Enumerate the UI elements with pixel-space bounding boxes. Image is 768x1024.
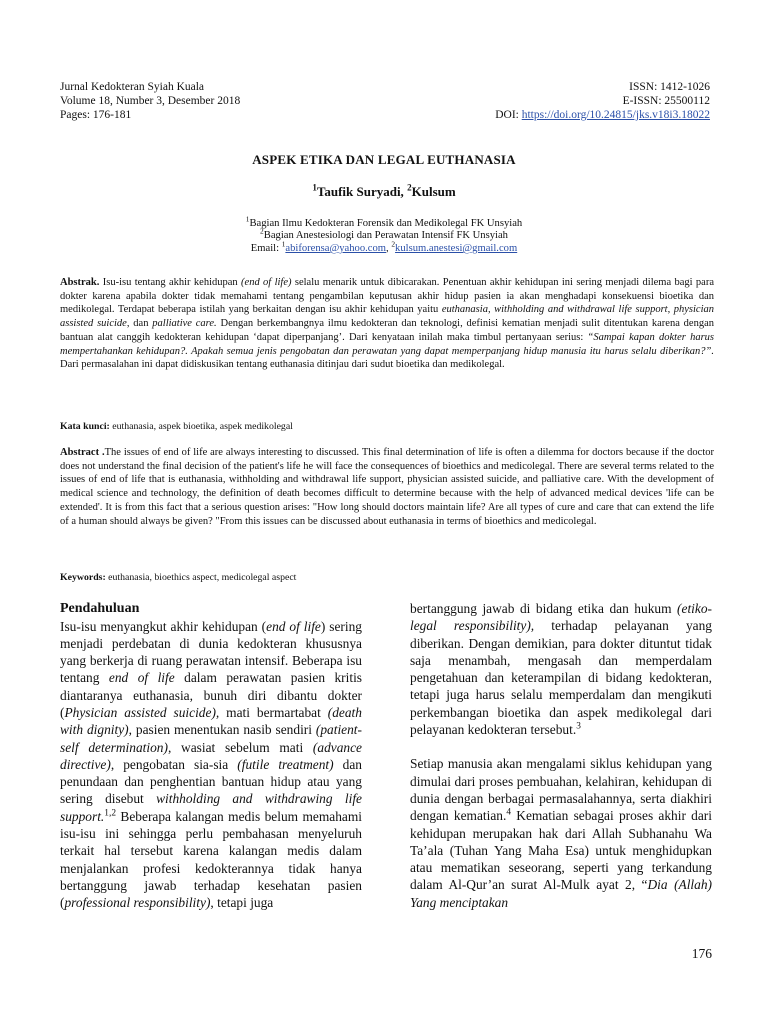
journal-volume: Volume 18, Number 3, Desember 2018 xyxy=(60,95,241,107)
page-number: 176 xyxy=(691,946,712,961)
abstract-english: Abstract .The issues of end of life are always interesting to discussed. This final determination of life is often a dilemma for doctors because if the doctor does not understand the final decision of the patient's life he will face the consequences of bioethics and medicolegal. There are several terms related to the issues of end of life that is euthanasia, withholding and withdrawal life support, physician assisted suicide, and palliative care. With the development of medical science and technology, the definition of death becomes difficult to determine because with the help of advanced medical devices 'life can be extended'. It is from this fact that a serious question arises: "How long should doctors maintain life? Are all types of cure and care that can extend the life of a human should always be given? "From this issues can be discussed about euthanasia in terms of bioethics and medicolegal. xyxy=(60,447,714,527)
paragraph-gap xyxy=(410,738,712,755)
citation-1-2: 1,2 xyxy=(104,808,116,819)
abstract-indonesian: Abstrak. Isu-isu tentang akhir kehidupan (end of life) selalu menarik untuk dibicarakan. Penentuan akhir kehidupan ini sering menjadi dilema bagi para dokter karena apabila dokter tidak memahami tentang pengambilan keputusan akhir hidup pasien ia akan menghadapi konsekuensi bioetika dan medikolegal. Terdapat beberapa istilah yang berkaitan dengan isu akhir kehidupan yaitu euthanasia, withholding and withdrawal life support, physician assisted suicide, dan palliative care. Dengan berkembangnya ilmu kedokteran dan teknologi, definisi kematian menjadi sulit ditentukan karena dengan bantuan alat canggih kedokteran kehidupan ‘dapat diperpanjang’. Dari kenyataan inilah maka timbul pertanyaan serius: “Sampai kapan dokter harus mempertahankan kehidupan?. Apakah semua jenis pengobatan dan perawatan yang dapat memperpanjang hidup manusia itu harus selalu diberikan?”. Dari permasalahan ini dapat didiskusikan tentang euthanasia ditinjau dari sudut bioetika dan medikolegal. xyxy=(60,277,715,371)
body-column-right xyxy=(410,600,712,911)
keywords-en-label: Keywords: xyxy=(60,572,106,583)
abstract-label: Abstrak. xyxy=(60,277,100,288)
eissn: E-ISSN: 25500112 xyxy=(622,95,710,107)
abstract-en-label: Abstract . xyxy=(60,447,105,458)
right-paragraph-2: Setiap manusia akan mengalami siklus kehidupan yang dimulai dari proses pembuahan, kelahiran, kehidupan di dunia dengan berbagai permasalahannya, serta diakhiri dengan kematian.$^4$ Kematian sebagai proses akhir dari kehidupan merupakan hak dari Allah Subhanahu Wa Ta’ala (Tuhan Yang Maha Esa) untuk menghidupkan atau mematikan seseorang, seperti yang terkandung dalam Al-Qur’an surat Al-Mulk ayat 2, “Dia (Allah) Yang menciptakan xyxy=(410,756,712,910)
email-link-1[interactable]: abiforensa@yahoo.com xyxy=(285,242,387,254)
citation-3: 3 xyxy=(576,721,581,732)
journal-name: Jurnal Kedokteran Syiah Kuala xyxy=(60,81,205,93)
keywords-english: Keywords: euthanasia, bioethics aspect, medicolegal aspect xyxy=(60,572,297,583)
paper-title: ASPEK ETIKA DAN LEGAL EUTHANASIA xyxy=(252,152,516,167)
author1-marker: 1 xyxy=(312,182,317,193)
body-column-left xyxy=(60,600,362,912)
intro-paragraph: Isu-isu menyangkut akhir kehidupan (end of life) sering menjadi perdebatan di dunia kedokteran khususnya yang berkerja di ruang perawatan intensif. Beberapa isu tentang end of life dalam perawatan pasien kritis diantaranya euthanasia, bunuh diri dibantu dokter (Physician assisted suicide), mati bermartabat (death with dignity), pasien menentukan nasib sendiri (patient-self determination), wasiat sebelum mati (advance directive), pengobatan sia-sia (futile treatment) dan penundaan dan penghentian bantuan hidup atau yang sering disebut withholding and withdrawing life support.$^{1,2}$ Beberapa kalangan medis belum memahami isu-isu ini sehingga perlu pembahasan menyeluruh terkait hal tersebut karena kalangan medis dalam menjalankan profesi kedokterannya tidak hanya bertanggung jawab terhadap kesehatan pasien (professional responsibility), tetapi juga xyxy=(60,618,363,911)
doi-label: DOI: xyxy=(495,109,519,121)
doi-link[interactable]: https://doi.org/10.24815/jks.v18i3.18022 xyxy=(521,109,710,121)
journal-header-left xyxy=(60,80,240,122)
right-paragraph-1: bertanggung jawab di bidang etika dan hukum (etiko-legal responsibility), terhadap pelayanan yang diberikan. Dengan demikian, para dokter dituntut tidak saja menambah, mengasah dan memperdalam pengetahuan dan keterampilan di bidang kedokteran, tetapi juga harus selalu memperdalam dan mengikuti perkembangan bioetika dan aspek medikolegal dari pelayanan kedokteran tersebut.$^3$ xyxy=(410,601,712,738)
affiliation-2: $^2$Bagian Anestesiologi dan Perawatan Intensif FK Unsyiah xyxy=(260,226,508,242)
keywords-indonesian: Kata kunci: euthanasia, aspek bioetika, aspek medikolegal xyxy=(60,421,293,432)
journal-header-right xyxy=(495,80,710,122)
issn: ISSN: 1412-1026 xyxy=(629,81,710,93)
author2-marker: 2 xyxy=(407,182,412,193)
author1: Taufik Suryadi, xyxy=(316,184,408,199)
doi-line xyxy=(495,108,710,122)
section-heading: Pendahuluan xyxy=(60,601,140,616)
keywords-label: Kata kunci: xyxy=(60,421,110,432)
journal-pages: Pages: 176-181 xyxy=(60,109,132,121)
citation-4: 4 xyxy=(506,807,512,818)
affiliation-1: $^1$Bagian Ilmu Kedokteran Forensik dan Medikolegal FK Unsyiah xyxy=(245,214,523,229)
email-line: Email: $^1$abiforensa@yahoo.com, $^2$kulsum.anestesi@gmail.com xyxy=(250,239,518,254)
affiliations xyxy=(0,214,768,255)
author-list xyxy=(0,184,768,200)
author2: Kulsum xyxy=(411,184,456,199)
email-link-2[interactable]: kulsum.anestesi@gmail.com xyxy=(395,242,518,254)
